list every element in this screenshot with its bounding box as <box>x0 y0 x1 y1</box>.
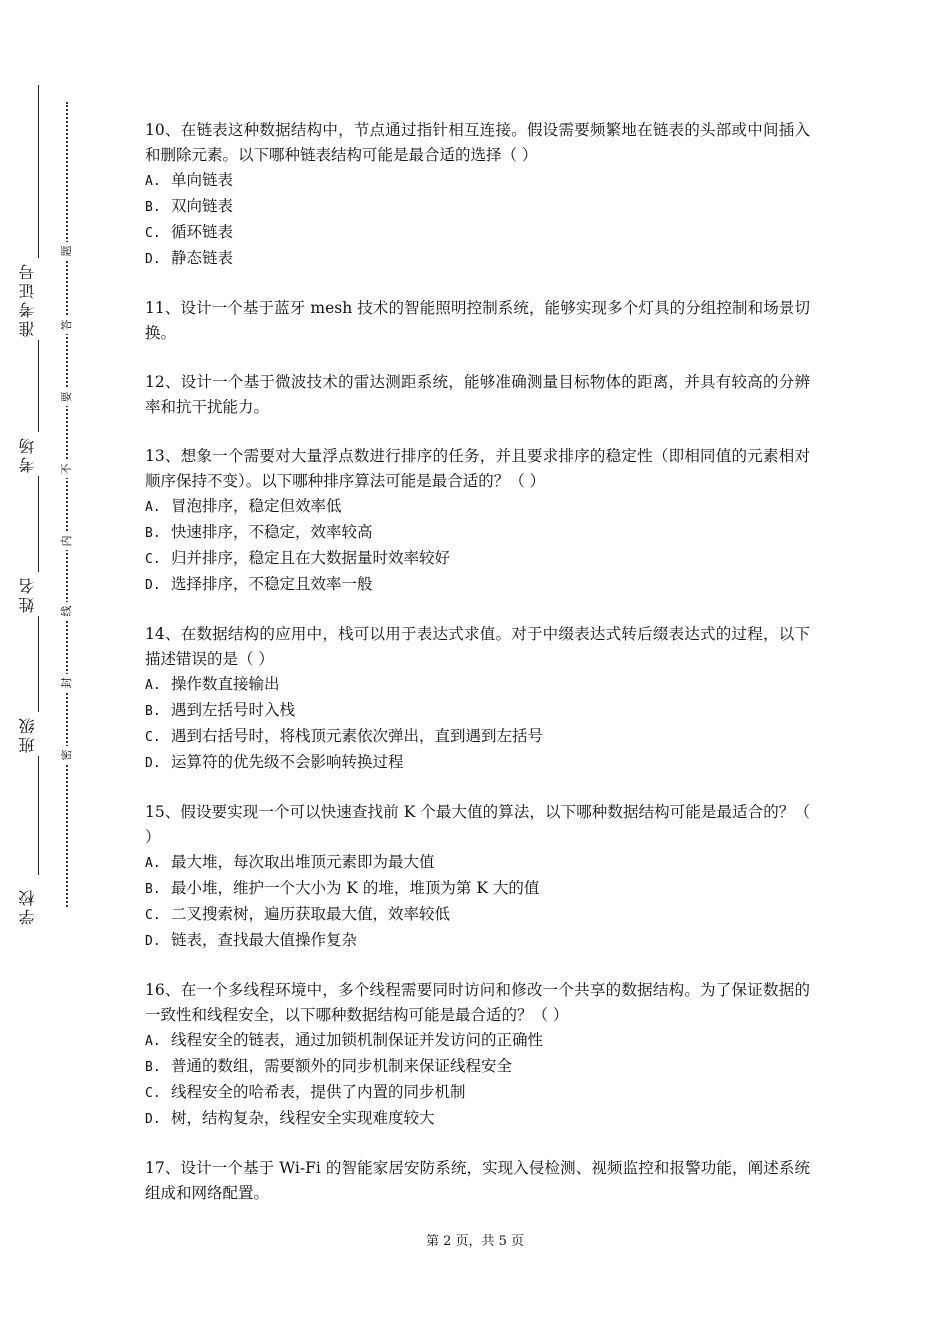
question-stem: 17、设计一个基于 Wi-Fi 的智能家居安防系统，实现入侵检测、视频监控和报警功能，阐述系统组成和网络配置。 <box>145 1159 810 1202</box>
option-list <box>145 494 810 598</box>
question-stem: 13、想象一个需要对大量浮点数进行排序的任务，并且要求排序的稳定性（即相同值的元素相对顺序保持不变）。以下哪种排序算法可能是最合适的？（ ） <box>145 447 810 490</box>
question-10 <box>145 118 810 272</box>
option-a <box>145 1028 810 1054</box>
option-d <box>145 928 810 954</box>
question-11 <box>145 296 810 346</box>
seal-char: 密 <box>60 746 74 764</box>
option-b <box>145 876 810 902</box>
option-b <box>145 194 810 220</box>
option-c <box>145 546 810 572</box>
option-d <box>145 246 810 272</box>
option-letter: C. <box>145 1086 161 1101</box>
field-exam-number-label: 准考证号 <box>16 258 60 340</box>
option-text: 操作数直接输出 <box>171 675 280 693</box>
option-a <box>145 672 810 698</box>
option-a <box>145 494 810 520</box>
option-letter: A. <box>145 174 161 189</box>
option-d <box>145 1106 810 1132</box>
option-text: 归并排序，稳定且在大数据量时效率较好 <box>171 549 451 567</box>
option-letter: D. <box>145 1112 161 1127</box>
option-text: 线程安全的链表，通过加锁机制保证并发访问的正确性 <box>171 1031 544 1049</box>
option-letter: A. <box>145 500 161 515</box>
option-letter: B. <box>145 704 161 719</box>
option-b <box>145 698 810 724</box>
option-text: 普通的数组，需要额外的同步机制来保证线程安全 <box>171 1057 513 1075</box>
option-c <box>145 902 810 928</box>
option-text: 快速排序，不稳定，效率较高 <box>171 523 373 541</box>
seal-char: 答 <box>60 316 74 334</box>
option-c <box>145 724 810 750</box>
option-letter: B. <box>145 882 161 897</box>
seal-dotted-line <box>66 102 68 907</box>
option-list <box>145 672 810 776</box>
field-class-label: 班级 <box>16 712 60 756</box>
option-b <box>145 1054 810 1080</box>
question-list <box>145 118 810 1230</box>
question-stem: 12、设计一个基于微波技术的雷达测距系统，能够准确测量目标物体的距离，并具有较高的分辨率和抗干扰能力。 <box>145 373 810 416</box>
option-text: 遇到左括号时入栈 <box>171 701 296 719</box>
question-stem: 11、设计一个基于蓝牙 mesh 技术的智能照明控制系统，能够实现多个灯具的分组控制和场景切换。 <box>145 299 810 342</box>
option-letter: C. <box>145 730 161 745</box>
option-letter: C. <box>145 552 161 567</box>
question-stem: 16、在一个多线程环境中，多个线程需要同时访问和修改一个共享的数据结构。为了保证数据的一致性和线程安全，以下哪种数据结构可能是最合适的？（ ） <box>145 981 810 1024</box>
question-17 <box>145 1156 810 1206</box>
option-a <box>145 850 810 876</box>
page-number: 第 2 页，共 5 页 <box>425 1234 525 1249</box>
seal-char: 要 <box>60 388 74 406</box>
option-text: 树，结构复杂，线程安全实现难度较大 <box>171 1109 435 1127</box>
binding-margin <box>0 0 95 1344</box>
option-text: 遇到右括号时，将栈顶元素依次弹出，直到遇到左括号 <box>171 727 544 745</box>
field-name-label: 姓名 <box>16 572 60 616</box>
option-letter: B. <box>145 526 161 541</box>
option-letter: A. <box>145 1034 161 1049</box>
seal-char: 题 <box>60 242 74 260</box>
option-c <box>145 1080 810 1106</box>
binding-solid-line <box>38 85 39 875</box>
option-list <box>145 850 810 954</box>
option-letter: A. <box>145 856 161 871</box>
option-text: 循环链表 <box>171 223 234 241</box>
option-letter: C. <box>145 226 161 241</box>
option-letter: B. <box>145 1060 161 1075</box>
option-text: 冒泡排序，稳定但效率低 <box>171 497 342 515</box>
option-d <box>145 750 810 776</box>
option-letter: D. <box>145 934 161 949</box>
field-exam-room-label: 考场 <box>16 432 60 476</box>
option-text: 线程安全的哈希表，提供了内置的同步机制 <box>171 1083 466 1101</box>
option-text: 二叉搜索树，遍历获取最大值，效率较低 <box>171 905 451 923</box>
field-school-label: 学校 <box>16 884 60 928</box>
option-letter: D. <box>145 578 161 593</box>
option-list <box>145 1028 810 1132</box>
question-stem: 15、假设要实现一个可以快速查找前 K 个最大值的算法，以下哪种数据结构可能是最适合的？（ ） <box>145 803 810 846</box>
option-list <box>145 168 810 272</box>
option-b <box>145 520 810 546</box>
option-letter: D. <box>145 756 161 771</box>
option-text: 链表，查找最大值操作复杂 <box>171 931 358 949</box>
option-letter: C. <box>145 908 161 923</box>
question-12 <box>145 370 810 420</box>
option-text: 最大堆，每次取出堆顶元素即为最大值 <box>171 853 435 871</box>
seal-char: 内 <box>60 532 74 550</box>
seal-char: 封 <box>60 674 74 692</box>
option-text: 选择排序，不稳定且效率一般 <box>171 575 373 593</box>
option-text: 静态链表 <box>171 249 234 267</box>
option-text: 单向链表 <box>171 171 234 189</box>
option-text: 双向链表 <box>171 197 234 215</box>
question-stem: 10、在链表这种数据结构中，节点通过指针相互连接。假设需要频繁地在链表的头部或中间插入和删除元素。以下哪种链表结构可能是最合适的选择（ ） <box>145 121 810 164</box>
option-c <box>145 220 810 246</box>
option-text: 最小堆，维护一个大小为 K 的堆，堆顶为第 K 大的值 <box>171 879 540 897</box>
option-d <box>145 572 810 598</box>
question-14 <box>145 622 810 776</box>
option-a <box>145 168 810 194</box>
seal-char: 不 <box>60 460 74 478</box>
seal-char: 线 <box>60 602 74 620</box>
option-text: 运算符的优先级不会影响转换过程 <box>171 753 404 771</box>
option-letter: D. <box>145 252 161 267</box>
question-15 <box>145 800 810 954</box>
option-letter: A. <box>145 678 161 693</box>
option-letter: B. <box>145 200 161 215</box>
question-stem: 14、在数据结构的应用中，栈可以用于表达式求值。对于中缀表达式转后缀表达式的过程，以下描述错误的是（ ） <box>145 625 810 668</box>
question-16 <box>145 978 810 1132</box>
question-13 <box>145 444 810 598</box>
